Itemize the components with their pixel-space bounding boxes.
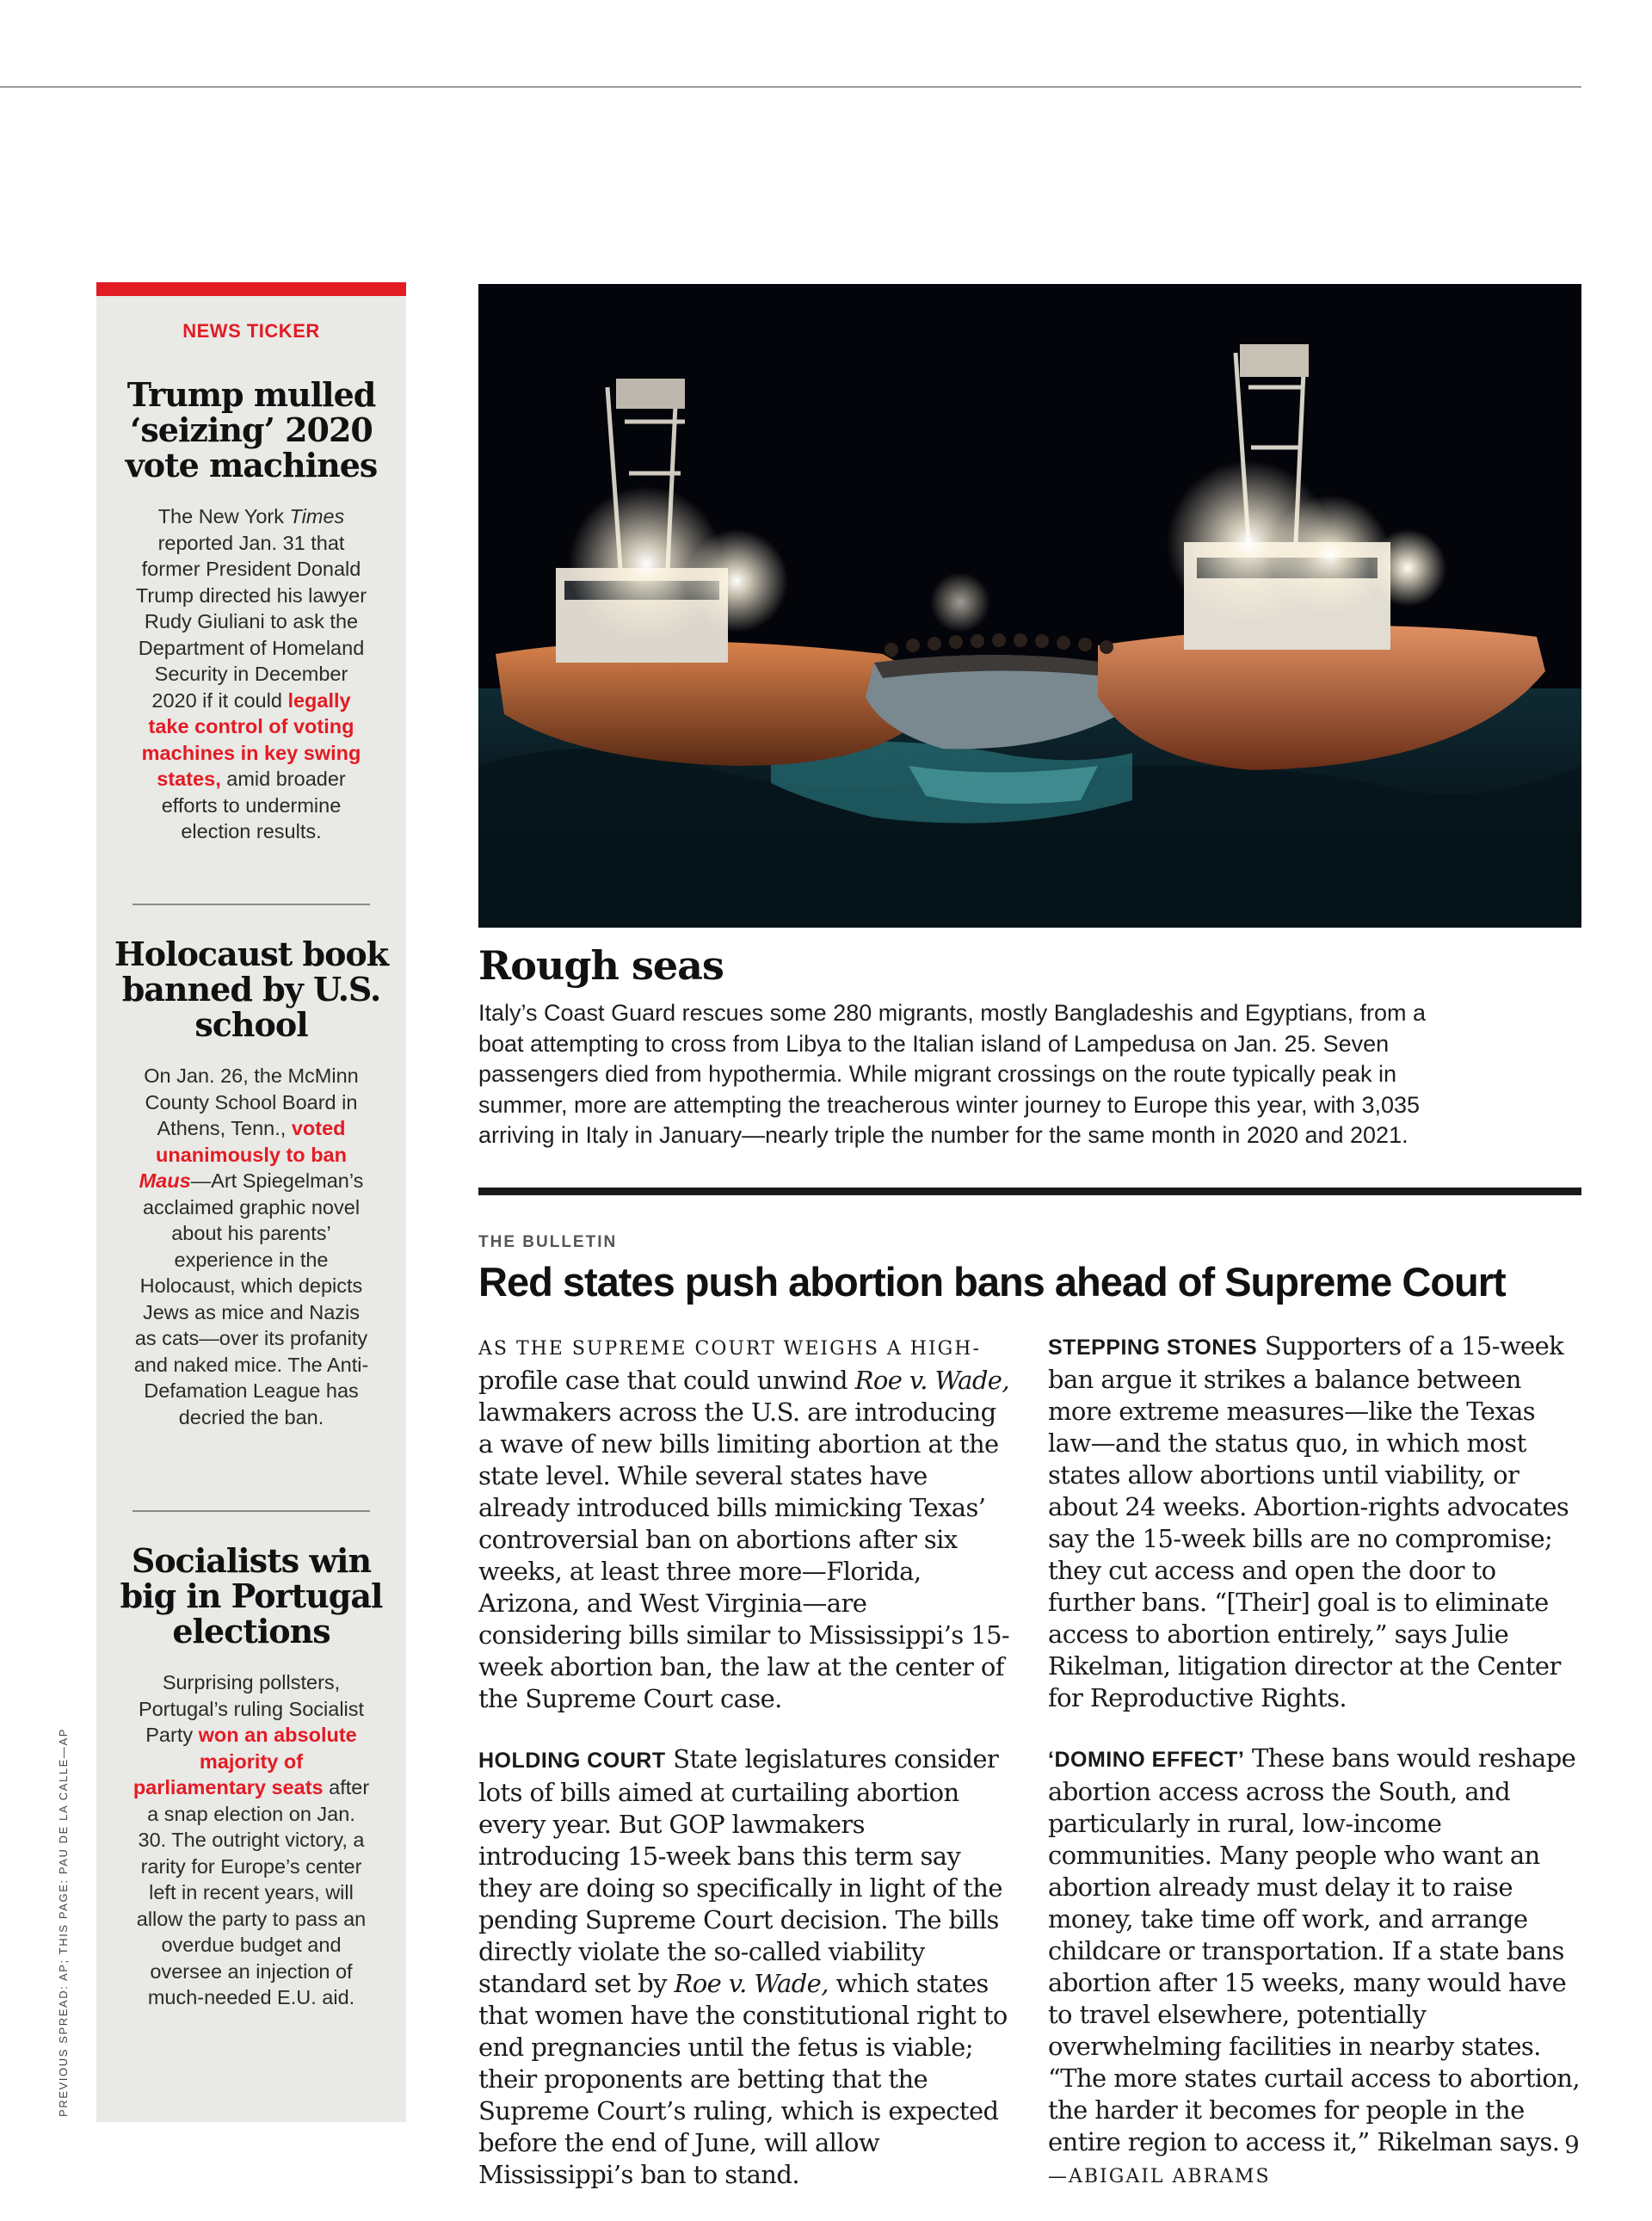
photo-caption: Italy’s Coast Guard rescues some 280 migrants, mostly Bangladeshis and Egyptians, from a boat attempting to cross from Libya to the Italian island of Lampedusa on Jan. 25. Seven passengers died from hypothermia. While migrant crossings on the route typically peak in summer, more are attempting the treacherous winter journey to Europe this year, with 3,035 arriving in Italy in January—nearly triple the number for the same month in 2020 and 2021. — [478, 1000, 1427, 1148]
ticker-highlight: voted unanimously to ban Maus — [139, 1117, 347, 1192]
article-paragraph: STEPPING STONES Supporters of a 15-week ban argue it strikes a balance between more extreme measures—like the Texas law—and the status quo, in which most states allow abortions until viability, or about 24 weeks. Abortion-rights advocates say the 15-week bills are no compromise; they cut access and open the door to further bans. “[Their] goal is to eliminate access to abortion entirely,” says Julie Rikelman, litigation director at the Center for Reproductive Rights. — [1048, 1331, 1569, 1712]
ticker-body: The New York Times reported Jan. 31 that former President Donald Trump directed his lawyer Rudy Giuliani to ask the Department of Homeland Security in December 2020 if it could legally take control of voting machines in key swing states, amid broader efforts to undermine election results. — [135, 505, 367, 842]
article-paragraph: HOLDING COURT State legislatures consider lots of bills aimed at curtailing abortion every year. But GOP lawmakers introducing 15-week bans this term say they are doing so specifically in light of the pending Supreme Court decision. The bills directly violate the so-called viability standard set by Roe v. Wade, which states that women have the constitutional right to end pregnancies until the fetus is viable; their proponents are betting that the Supreme Court’s ruling, which is expected before the end of June, will allow Mississippi’s ban to stand. — [478, 1744, 1008, 2189]
article-kicker: THE BULLETIN — [478, 1233, 618, 1251]
ticker-story-holocaust — [96, 936, 406, 1430]
article-column-right — [1048, 1330, 1581, 2221]
ticker-story-portugal — [96, 1543, 406, 2011]
subhead: STEPPING STONES — [1048, 1336, 1258, 1360]
article-column-left — [478, 1330, 1012, 2219]
ticker-story-trump — [96, 377, 406, 845]
ticker-body: Surprising pollsters, Portugal’s ruling Socialist Party won an absolute majority of parliamentary seats after a snap election on Jan. 30. The outright victory, a rarity for Europe’s center left in recent years, will allow the party to pass an overdue budget and oversee an injection of much-needed E.U. aid. — [133, 1671, 370, 2008]
subhead: HOLDING COURT — [478, 1749, 666, 1773]
ticker-body: On Jan. 26, the McMinn County School Board in Athens, Tenn., voted unanimously to ban Maus—Art Spiegelman’s acclaimed graphic novel about his parents’ experience in the Holocaust, which depicts Jews as mice and Nazis as cats—over its profanity and naked mice. The Anti-Defamation League has decried the ban. — [133, 1064, 369, 1428]
page-number: 9 — [1564, 2131, 1580, 2159]
ticker-divider — [133, 1510, 370, 1512]
news-ticker-label: NEWS TICKER — [182, 320, 320, 342]
ticker-headline: Socialists win big in Portugal elections — [120, 1541, 383, 1650]
ticker-highlight: won an absolute majority of parliamentary seats — [133, 1724, 357, 1798]
subhead: ‘DOMINO EFFECT’ — [1048, 1748, 1245, 1772]
ticker-headline: Holocaust book banned by U.S. school — [114, 935, 389, 1044]
sidebar-accent-bar — [96, 282, 406, 296]
photo-title: Rough seas — [478, 942, 724, 989]
ticker-headline: Trump mulled ‘seizing’ 2020 vote machines — [125, 375, 378, 484]
article-headline: Red states push abortion bans ahead of Supreme Court — [478, 1259, 1506, 1305]
article-paragraph: ‘DOMINO EFFECT’ These bans would reshape abortion access across the South, and particularly in rural, low-income communities. Many people who want an abortion already must delay it to raise money, take time off work, and arrange childcare or transportation. If a state bans abortion after 15 weeks, many would have to travel elsewhere, potentially overwhelming facilities in nearby states. “The more states curtail access to abortion, the harder it becomes for people in the entire region to access it,” Rikelman says. —ABIGAIL ABRAMS — [1048, 1743, 1580, 2187]
rescue-boats-photo — [478, 284, 1581, 928]
article-paragraph: AS THE SUPREME COURT WEIGHS A HIGH- profile case that could unwind Roe v. Wade, lawmakers across the U.S. are introducing a wave of new bills limiting abortion at the state level. While several states have already introduced bills mimicking Texas’ controversial ban on abortions after six weeks, at least three more—Florida, Arizona, and West Virginia—are considering bills similar to Mississippi’s 15-week abortion ban, the law at the center of the Supreme Court case. — [478, 1338, 1010, 1713]
byline: —ABIGAIL ABRAMS — [1048, 2166, 1271, 2187]
ticker-divider — [133, 904, 370, 905]
ticker-highlight: legally take control of voting machines in key swing states, — [141, 688, 361, 790]
news-ticker-sidebar — [96, 282, 406, 2122]
section-rule — [478, 1188, 1581, 1195]
photo-credit: PREVIOUS SPREAD: AP; THIS PAGE: PAU DE LA CALLE—AP — [57, 1727, 70, 2117]
top-rule — [0, 86, 1581, 88]
